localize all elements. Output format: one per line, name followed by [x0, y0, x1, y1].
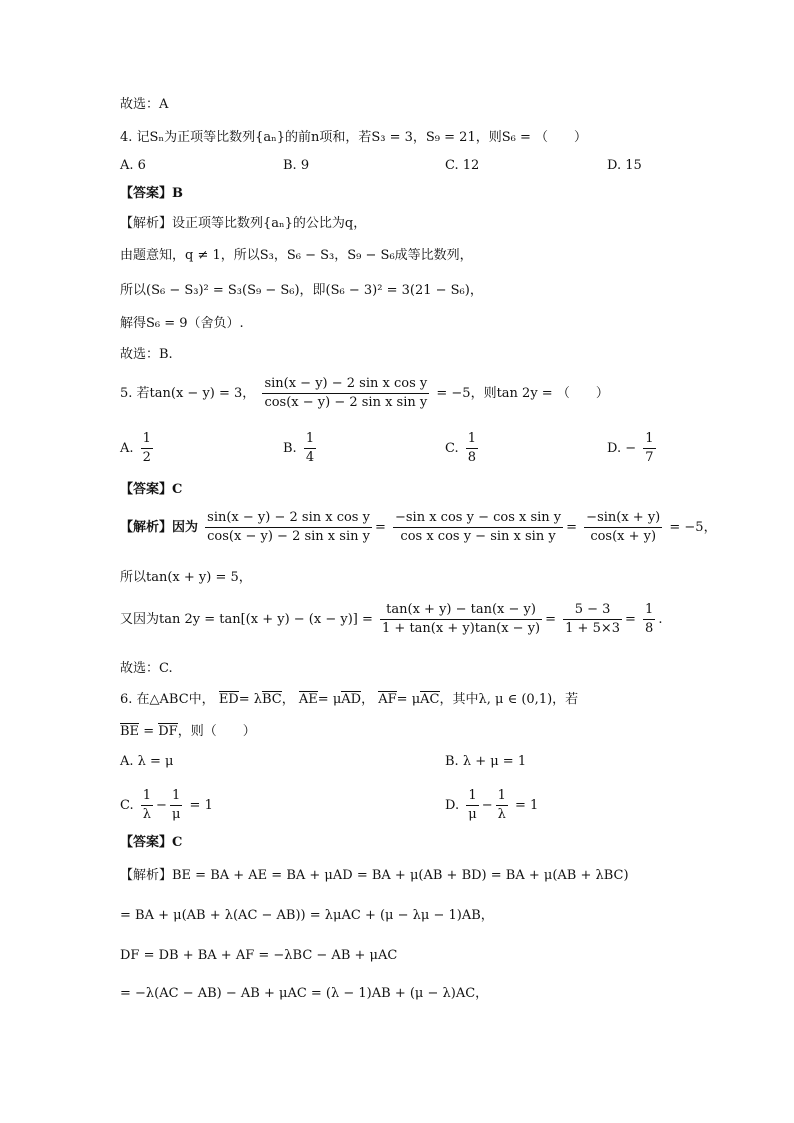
q6-analysis-line: = −λ(AC − AB) − AB + μAC = (λ − 1)AB + (μ − λ)AC，	[120, 986, 489, 1001]
q6-stem-line1: 6. 在△ABC中， ED= λBC， AE= μAD， AF= μAC，其中λ, μ ∈ (0,1)，若	[120, 692, 579, 707]
q6-option-b: B. λ + μ = 1	[445, 754, 527, 769]
q5-option-b: B. $\frac{1}{4}$	[283, 431, 315, 465]
q6-analysis-line: 【解析】BE = BA + AE = BA + μAD = BA + μ(AB + BD) = BA + μ(AB + λBC)	[120, 868, 629, 883]
q4-final: 故选：B.	[120, 347, 173, 362]
q6-option-a: A. λ = μ	[120, 754, 174, 769]
q5-option-a: A. $\frac{1}{2}$	[120, 431, 151, 465]
q4-option-c: C. 12	[445, 158, 480, 173]
q5-analysis-line: 又因为tan 2y = tan[(x + y) − (x − y)] = $\frac{\tan(x + y) - \tan(x - y)}{1 + \tan(x + y)\tan(x - y)}$ = $\frac{5 - 3}{1 + 5\times 3}$ = $\frac{1}{8}$ .	[120, 602, 663, 636]
q4-option-d: D. 15	[607, 158, 642, 173]
q4-analysis-line: 所以(S₆ − S₃)² = S₃(S₉ − S₆)，即(S₆ − 3)² = 3(21 − S₆)，	[120, 283, 483, 298]
q4-analysis-line: 【解析】设正项等比数列{aₙ}的公比为q，	[120, 216, 367, 231]
q4-analysis-line: 由题意知，q ≠ 1，所以S₃，S₆ − S₃，S₉ − S₆成等比数列，	[120, 248, 473, 263]
q6-answer: 【答案】C	[120, 835, 183, 850]
q5-stem-fraction: $\frac{\text{sin(x − y) − 2 sin x cos y}}{\text{cos(x − y) − 2 sin x sin y}}$	[264, 376, 428, 410]
q6-option-c: C. $\frac{1}{\lambda}$ − $\frac{1}{\mu}$ = 1	[120, 788, 213, 822]
q4-answer: 【答案】B	[120, 186, 183, 201]
q6-analysis-line: DF = DB + BA + AF = −λBC − AB + μAC	[120, 948, 398, 963]
q4-stem: 4. 记Sₙ为正项等比数列{aₙ}的前n项和，若S₃ = 3，S₉ = 21，则S₆ = （ ）	[120, 130, 587, 145]
q6-option-d: D. $\frac{1}{\mu}$ − $\frac{1}{\lambda}$ = 1	[445, 788, 539, 822]
q4-analysis-line: 解得S₆ = 9（舍负）.	[120, 316, 244, 331]
q6-analysis-line: = BA + μ(AB + λ(AC − AB)) = λμAC + (μ − λμ − 1)AB，	[120, 908, 494, 923]
q5-answer: 【答案】C	[120, 482, 183, 497]
q5-option-c: C. $\frac{1}{8}$	[445, 431, 477, 465]
q5-final: 故选：C.	[120, 661, 173, 676]
prev-answer: 故选：A	[120, 97, 169, 112]
q6-stem-line2: BE = DF，则（ ）	[120, 724, 256, 739]
q5-analysis-line: 【解析】因为 $\frac{\text{sin(x − y) − 2 sin x cos y}}{\text{cos(x − y) − 2 sin x sin y}}$ = $\frac{\text{−sin x cos y − cos x sin y}}{\text{cos x cos y − sin x sin y}}$ = $\frac{-\sin(x + y)}{\cos(x + y)}$ = −5，	[120, 510, 717, 544]
q4-option-a: A. 6	[120, 158, 146, 173]
q5-stem: 5. 若tan(x − y) = 3， $\frac{\text{sin(x − y) − 2 sin x cos y}}{\text{cos(x − y) − 2 sin x sin y}}$ = −5，则tan 2y = （ ）	[120, 376, 609, 410]
q4-option-b: B. 9	[283, 158, 310, 173]
q5-option-d: D. − $\frac{1}{7}$	[607, 431, 654, 465]
q5-analysis-line: 所以tan(x + y) = 5，	[120, 570, 252, 585]
